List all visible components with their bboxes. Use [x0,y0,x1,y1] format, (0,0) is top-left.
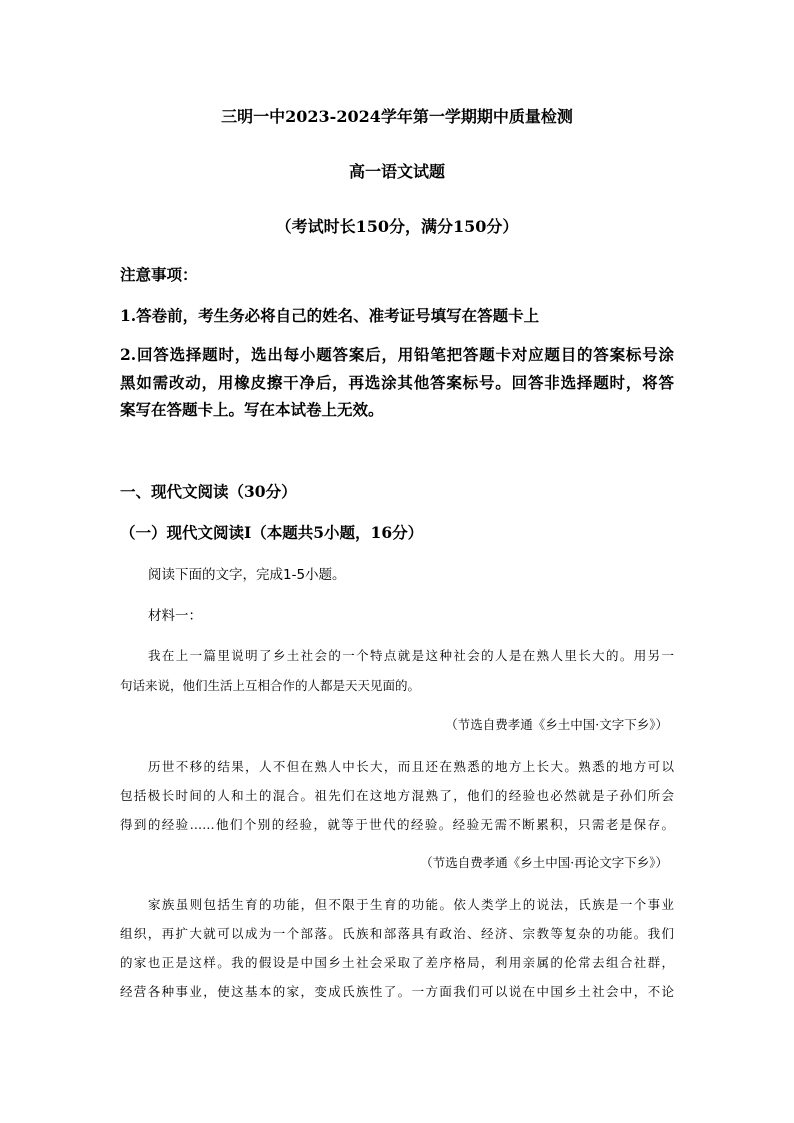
notes-item-2-line-1: 2.回答选择题时，选出每小题答案后，用铅笔把答题卡对应题目的答案标号涂 [120,345,674,364]
section-1-sub-heading: （一）现代文阅读Ⅰ（本题共5小题，16分） [120,523,424,542]
passage-p1-line-2: 句话来说，他们生活上互相合作的人都是天天见面的。 [120,678,421,693]
material-label: 材料一： [148,608,202,624]
notes-item-2-line-3: 案写在答题卡上。写在本试卷上无效。 [120,400,384,419]
passage-p2-line-3: 得到的经验……他们个别的经验，就等于世代的经验。经验无需不断累积，只需老是保存。 [120,817,674,832]
exam-title: 三明一中2023-2024学年第一学期期中质量检测 [221,107,573,126]
passage-p1-line-1: 我在上一篇里说明了乡土社会的一个特点就是这种社会的人是在熟人里长大的。用另一 [148,648,674,663]
passage-source-2: （节选自费孝通《乡土中国·再论文字下乡》） [420,855,668,870]
notes-heading: 注意事项： [120,265,198,284]
passage-source-1: （节选自费孝通《乡土中国·文字下乡》） [445,717,668,732]
passage-p3-line-1: 家族虽则包括生育的功能，但不限于生育的功能。依人类学上的说法，氏族是一个事业 [148,897,674,912]
reading-instruction: 阅读下面的文字，完成1-5小题。 [148,567,346,583]
passage-p3-line-3: 的家也正是这样。我的假设是中国乡土社会采取了差序格局，利用亲属的伦常去组合社群， [120,955,674,970]
passage-p3-line-4: 经营各种事业，使这基本的家，变成氏族性了。一方面我们可以说在中国乡土社会中，不论 [120,984,674,999]
section-1-heading: 一、现代文阅读（30分） [120,482,297,501]
notes-item-1: 1.答卷前，考生务必将自己的姓名、准考证号填写在答题卡上 [120,306,540,325]
passage-p2-line-1: 历世不移的结果，人不但在熟人中长大，而且还在熟悉的地方上长大。熟悉的地方可以 [148,759,674,774]
exam-subtitle: 高一语文试题 [348,162,445,181]
exam-info: （考试时长150分，满分150分） [275,217,519,236]
passage-p3-line-2: 组织，再扩大就可以成为一个部落。氏族和部落具有政治、经济、宗教等复杂的功能。我们 [120,926,674,941]
notes-item-2-line-2: 黑如需改动，用橡皮擦干净后，再选涂其他答案标号。回答非选择题时，将答 [120,373,674,392]
passage-p2-line-2: 包括极长时间的人和土的混合。祖先们在这地方混熟了，他们的经验也必然就是子孙们所会 [120,788,674,803]
